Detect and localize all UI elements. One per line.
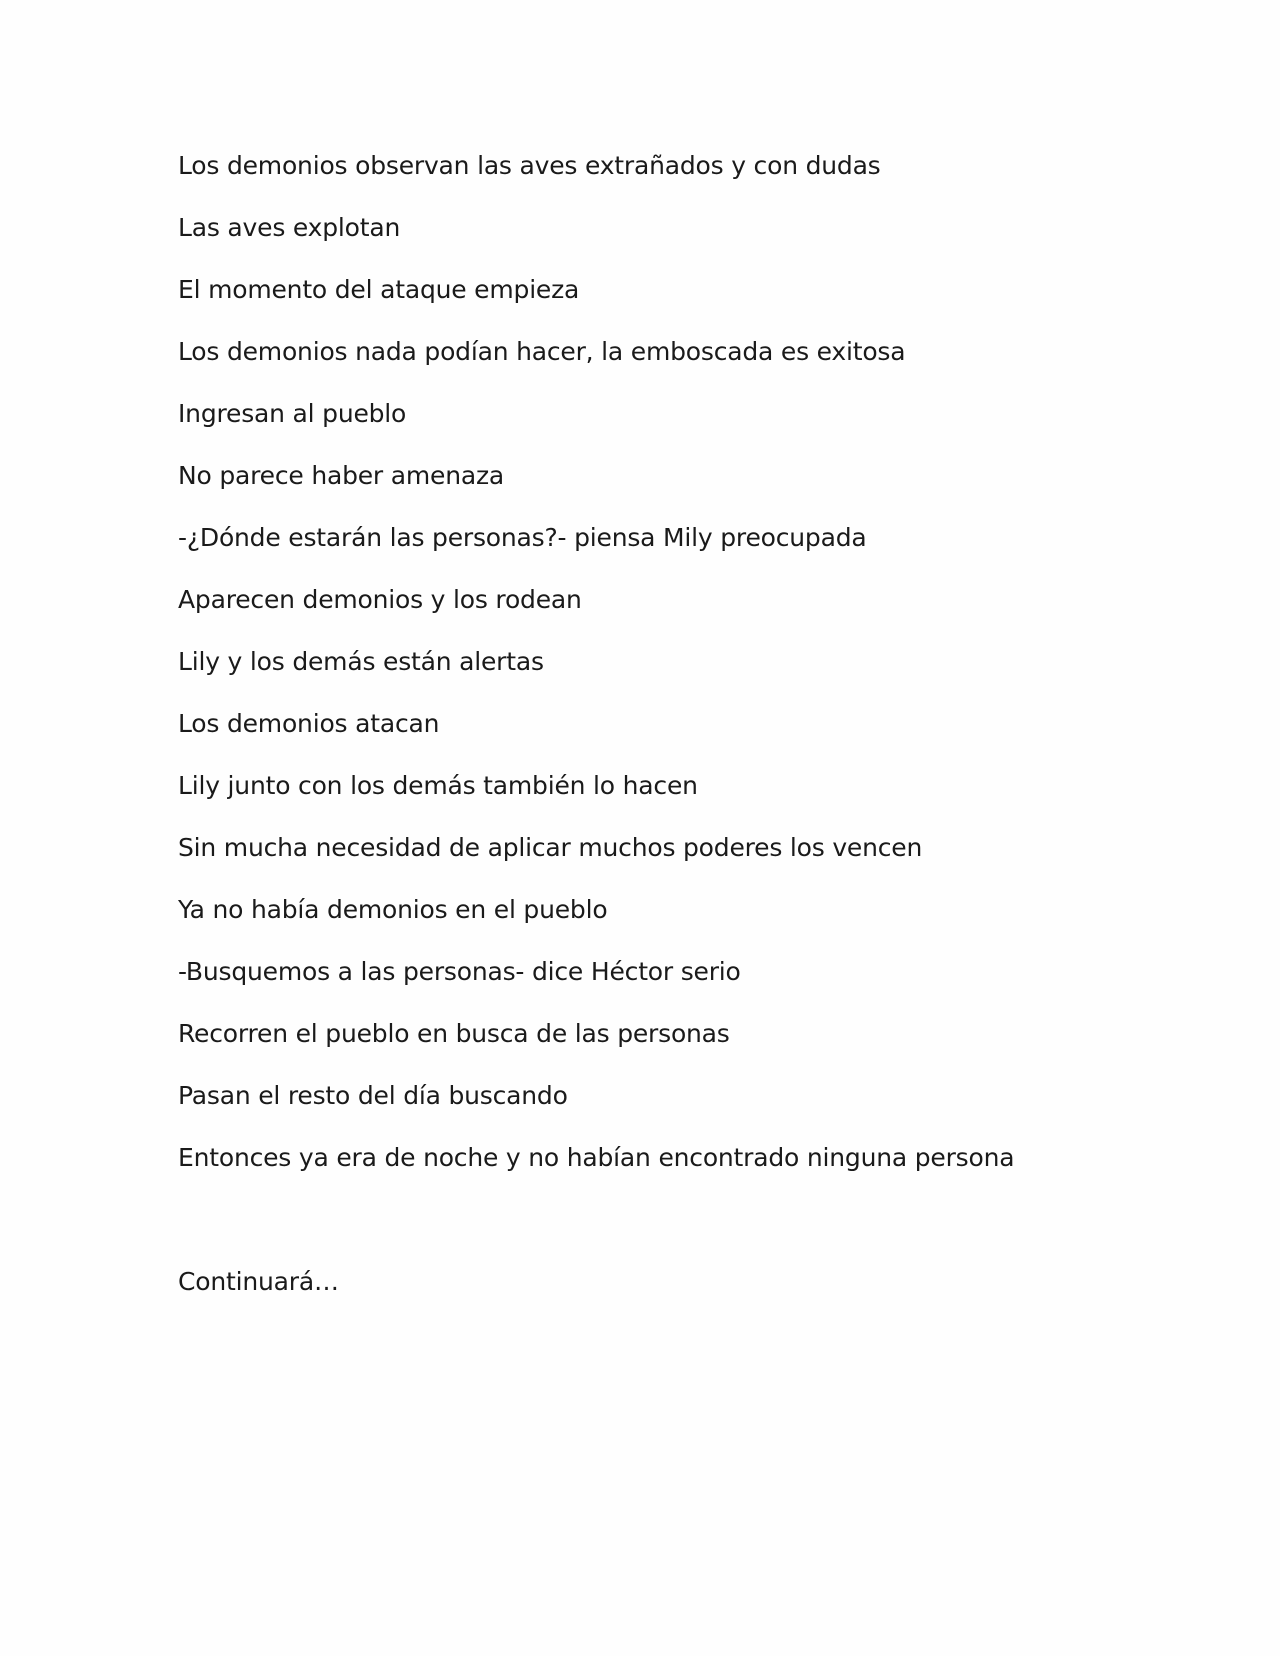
text-line: Lily junto con los demás también lo hacen xyxy=(178,771,698,800)
text-line: Ingresan al pueblo xyxy=(178,399,407,428)
blank-line xyxy=(178,1200,1178,1262)
text-line: Las aves explotan xyxy=(178,213,401,242)
text-line: Los demonios observan las aves extrañados y con dudas xyxy=(178,151,881,180)
text-line: Ya no había demonios en el pueblo xyxy=(178,895,608,924)
text-line: Pasan el resto del día buscando xyxy=(178,1081,568,1110)
text-line: -¿Dónde estarán las personas?- piensa Mily preocupada xyxy=(178,523,867,552)
closing-line: Continuará… xyxy=(178,1267,339,1296)
text-line: Lily y los demás están alertas xyxy=(178,647,544,676)
text-line: No parece haber amenaza xyxy=(178,461,505,490)
document-body xyxy=(178,146,1178,1324)
text-line: El momento del ataque empieza xyxy=(178,275,580,304)
text-line: Sin mucha necesidad de aplicar muchos poderes los vencen xyxy=(178,833,923,862)
text-line: Recorren el pueblo en busca de las personas xyxy=(178,1019,730,1048)
text-line: Los demonios atacan xyxy=(178,709,440,738)
text-line: -Busquemos a las personas- dice Héctor serio xyxy=(178,957,741,986)
text-line: Los demonios nada podían hacer, la emboscada es exitosa xyxy=(178,337,906,366)
text-line: Entonces ya era de noche y no habían encontrado ninguna persona xyxy=(178,1143,1015,1172)
text-line: Aparecen demonios y los rodean xyxy=(178,585,582,614)
